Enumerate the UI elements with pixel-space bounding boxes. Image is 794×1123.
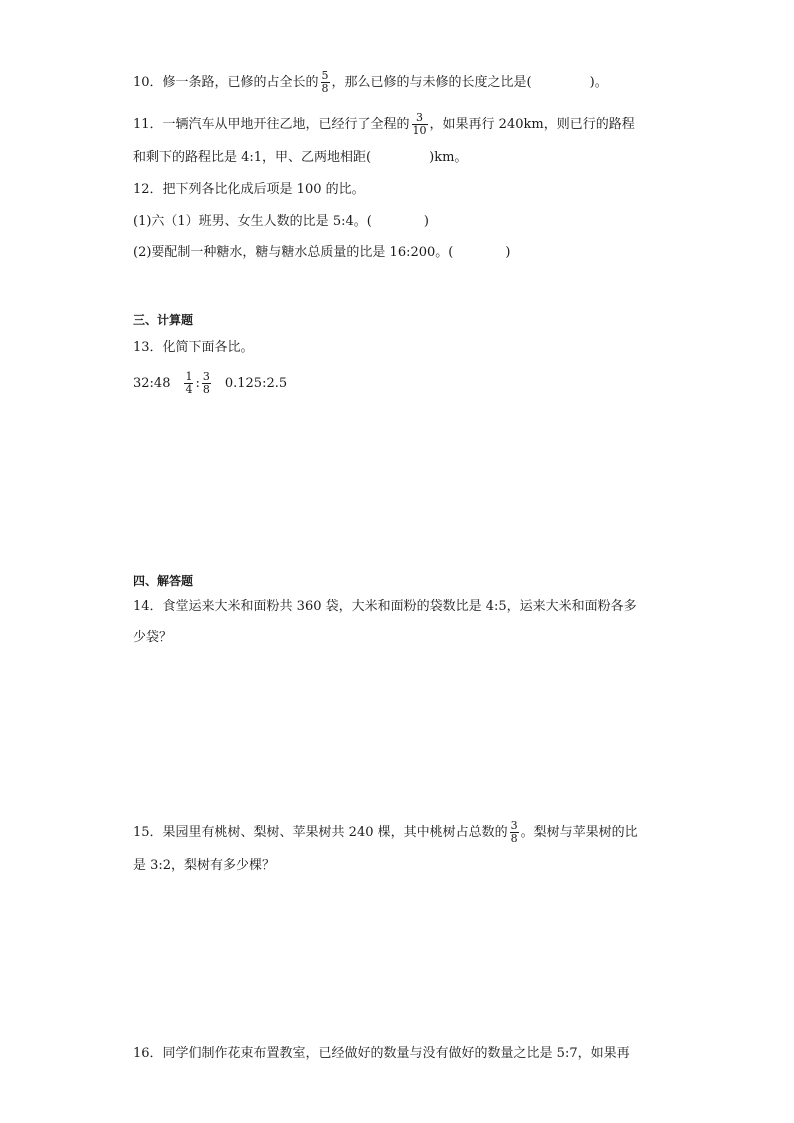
q13-item2-colon: : [195,376,200,391]
q11-text-before: 11．一辆汽车从甲地开往乙地，已经行了全程的 [133,117,410,132]
q11-fraction-numerator: 3 [416,111,424,124]
q13-item2-fraction-2 [202,371,211,396]
q10-text-after: ，那么已修的与未修的长度之比是( [331,75,532,90]
q15-fraction-denominator: 8 [510,832,518,845]
q15-fraction [510,820,519,845]
q13-item2-den-1: 4 [185,383,193,396]
question-15-line-1 [133,820,638,845]
q13-item-3: 0.125:2.5 [224,376,288,391]
question-13: 13．化简下面各比。 [133,340,254,355]
q13-item2-num-1: 1 [185,370,193,383]
q13-item-1: 32:48 [133,376,171,391]
q12-part2-after: ) [505,245,511,260]
q12-part2-before: (2)要配制一种糖水，糖与糖水总质量的比是 16:200。( [133,245,454,260]
q13-item2-fraction-1 [184,371,193,396]
question-11-line-1 [133,112,635,137]
question-12-part-2 [133,243,510,263]
question-15-line-2: 是 3:2，梨树有多少棵？ [133,858,276,873]
q10-text-close: )。 [589,75,608,90]
q10-fraction-denominator: 8 [321,82,329,95]
q11-fraction-denominator: 10 [412,124,427,137]
q11-line2-before: 和剩下的路程比是 4:1，甲、乙两地相距( [133,150,372,165]
question-11-line-2 [133,148,467,168]
question-12-part-1 [133,212,429,232]
q11-text-after: ，如果再行 240km，则已行的路程 [429,117,635,132]
q13-item2-den-2: 8 [202,383,210,396]
q15-fraction-numerator: 3 [510,819,518,832]
question-10 [133,70,608,95]
q10-fraction [321,70,330,95]
q15-text-before: 15．果园里有桃树、梨树、苹果树共 240 棵，其中桃树占总数的 [133,825,508,840]
question-12: 12．把下列各比化成后项是 100 的比。 [133,182,365,197]
q11-fraction [412,112,428,137]
question-14-line-1: 14．食堂运来大米和面粉共 360 袋，大米和面粉的袋数比是 4:5，运来大米和面粉各多 [133,599,637,614]
q15-text-after: 。梨树与苹果树的比 [520,825,638,840]
q12-part1-after: ) [423,214,429,229]
q10-fraction-numerator: 5 [321,69,329,82]
q12-part1-before: (1)六（1）班男、女生人数的比是 5:4。( [133,214,372,229]
q11-line2-after: )km。 [429,150,468,165]
question-13-items [133,371,287,396]
section-3-heading: 三、计算题 [133,313,194,327]
question-14-line-2: 少袋？ [133,630,173,645]
q13-item2-num-2: 3 [202,370,210,383]
section-4-heading: 四、解答题 [133,574,194,588]
question-16-line-1: 16．同学们制作花束布置教室，已经做好的数量与没有做好的数量之比是 5:7，如果再 [133,1046,630,1061]
q10-text-before: 10．修一条路，已修的占全长的 [133,75,319,90]
